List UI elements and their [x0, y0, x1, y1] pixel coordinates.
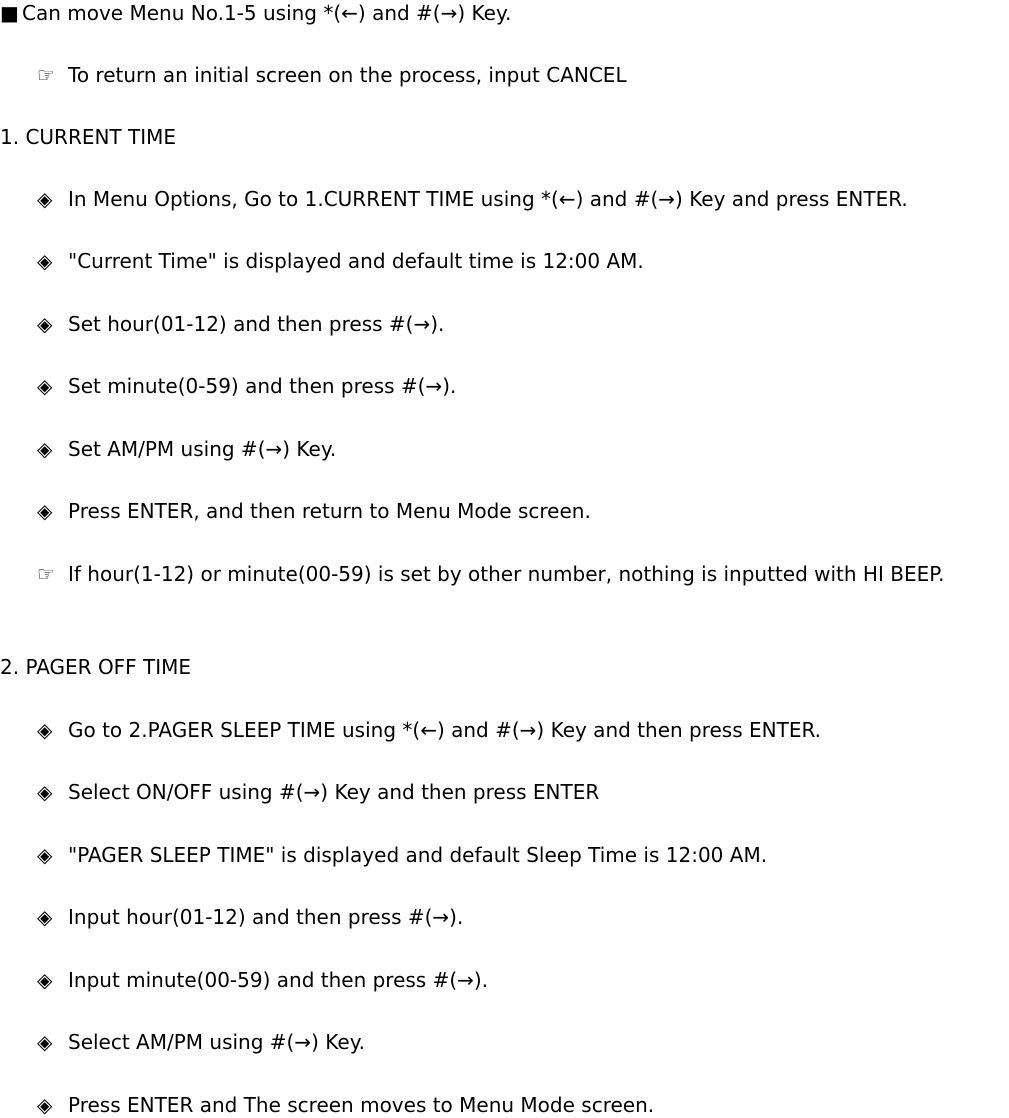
- diamond-bullet-icon: ◈: [37, 843, 53, 867]
- diamond-bullet-icon: ◈: [37, 312, 53, 336]
- diamond-bullet-icon: ◈: [37, 1030, 53, 1054]
- intro-line: [0, 0, 511, 26]
- list-item: [37, 498, 591, 524]
- list-item: [37, 311, 444, 337]
- intro-note-line: [37, 62, 627, 88]
- list-item-text: Select AM/PM using #(→) Key.: [68, 1030, 366, 1054]
- diamond-bullet-icon: ◈: [37, 249, 53, 273]
- list-item-text: Set AM/PM using #(→) Key.: [68, 437, 337, 461]
- list-item: [37, 904, 463, 930]
- list-item: [37, 1092, 654, 1118]
- pointing-hand-icon: ☞: [37, 562, 55, 586]
- diamond-bullet-icon: ◈: [37, 187, 53, 211]
- intro-text: Can move Menu No.1-5 using *(←) and #(→) Key.: [22, 1, 512, 25]
- diamond-bullet-icon: ◈: [37, 718, 53, 742]
- diamond-bullet-icon: ◈: [37, 780, 53, 804]
- section-heading: 1. CURRENT TIME: [0, 125, 177, 149]
- list-item-text: If hour(1-12) or minute(00-59) is set by other number, nothing is inputted with HI BEEP.: [68, 562, 945, 586]
- list-item-text: In Menu Options, Go to 1.CURRENT TIME using *(←) and #(→) Key and press ENTER.: [68, 187, 908, 211]
- diamond-bullet-icon: ◈: [37, 968, 53, 992]
- list-item-text: Set hour(01-12) and then press #(→).: [68, 312, 445, 336]
- list-item: [37, 373, 456, 399]
- diamond-bullet-icon: ◈: [37, 1093, 53, 1117]
- list-item: [37, 842, 767, 868]
- list-item-text: "PAGER SLEEP TIME" is displayed and default Sleep Time is 12:00 AM.: [68, 843, 768, 867]
- list-item-text: Input hour(01-12) and then press #(→).: [68, 905, 464, 929]
- list-item: [37, 436, 336, 462]
- list-item: [37, 967, 488, 993]
- list-item-text: "Current Time" is displayed and default time is 12:00 AM.: [68, 249, 644, 273]
- list-item: [37, 779, 599, 805]
- list-item: [37, 1029, 365, 1055]
- diamond-bullet-icon: ◈: [37, 437, 53, 461]
- list-item: [37, 717, 821, 743]
- section-heading: 2. PAGER OFF TIME: [0, 655, 192, 679]
- list-item-text: Press ENTER and The screen moves to Menu Mode screen.: [68, 1093, 655, 1117]
- diamond-bullet-icon: ◈: [37, 499, 53, 523]
- list-item-text: Set minute(0-59) and then press #(→).: [68, 374, 457, 398]
- intro-note-text: To return an initial screen on the process, input CANCEL: [68, 63, 627, 87]
- list-item: [37, 186, 908, 212]
- list-item-text: Select ON/OFF using #(→) Key and then press ENTER: [68, 780, 600, 804]
- diamond-bullet-icon: ◈: [37, 374, 53, 398]
- list-item-text: Press ENTER, and then return to Menu Mode screen.: [68, 499, 591, 523]
- list-item-text: Go to 2.PAGER SLEEP TIME using *(←) and #(→) Key and then press ENTER.: [68, 718, 821, 742]
- list-item-note: [37, 561, 945, 587]
- list-item: [37, 248, 644, 274]
- list-item-text: Input minute(00-59) and then press #(→).: [68, 968, 489, 992]
- square-bullet-icon: ■: [0, 1, 19, 25]
- pointing-hand-icon: ☞: [37, 63, 55, 87]
- diamond-bullet-icon: ◈: [37, 905, 53, 929]
